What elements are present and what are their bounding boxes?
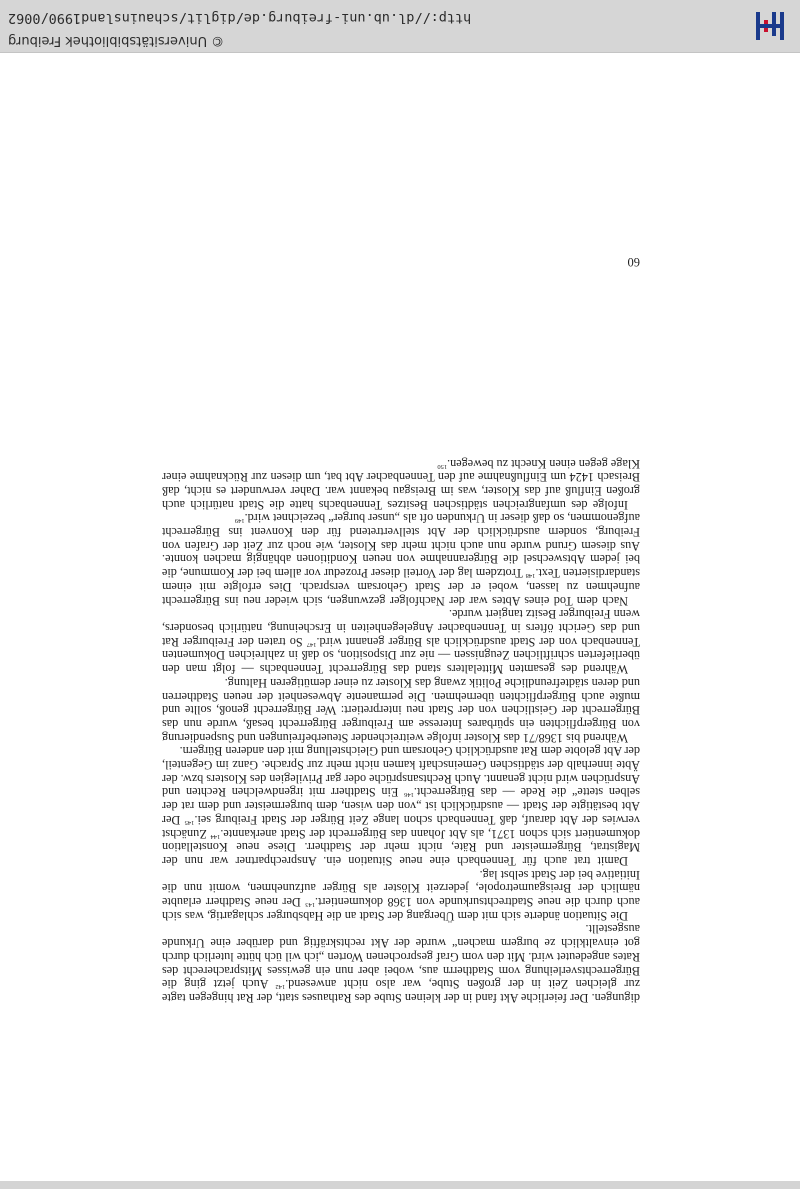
- footnote-marker: 143: [305, 901, 315, 909]
- text-segment: Trotzdem lag der Vorteil dieser Prozedur vor allem bei der Kommune, die bei jedem Abtswechsel die Bürgerannahme von neuen Konditionen abhängig machen konnte. Aus diesem Grund wurde nun auch nicht mehr das Kloster, wie noch zur Zeit der Grafen von Freiburg, sondern ausdrücklich der Abt stellvertretend für den Konvent ins Bürgerrecht aufgenommen, so daß dieser in Urkunden oft als „unser burger“ bezeichnet wird.: [162, 511, 640, 581]
- text-segment: Ein Stadtherr mit irgendwelchen Rechten und Ansprüchen wird nicht genannt. Auch Rechtsansprüche oder gar Privilegien des Klosters bzw. der Äbte innerhalb der städtischen Gemeinschaft kamen nicht mehr zur Sprache. Ganz im Gegenteil, der Abt gelobte dem Rat ausdrücklich Gehorsam und Gleichstellung mit den anderen Bürgern.: [162, 744, 640, 800]
- paragraph: [162, 922, 640, 1004]
- paragraph: [162, 675, 640, 744]
- paragraph: [162, 867, 640, 922]
- ub-freiburg-logo-icon[interactable]: [750, 6, 790, 46]
- copyright-symbol: ©: [211, 33, 225, 48]
- paragraph: [162, 744, 640, 867]
- text-segment: Zunächst verwies der Abt darauf, daß Tennenbach schon lange Zeit Bürger der Stadt Freiburg sei.: [162, 812, 640, 841]
- copyright-text: Universitätsbibliothek Freiburg: [8, 33, 208, 48]
- footnote-marker: 150: [437, 462, 448, 470]
- footnote-marker: 146: [404, 791, 414, 799]
- text-segment: Damit trat auch für Tennenbach eine neue Situation ein. Ansprechpartner war nun der Magistrat, Bürgermeister und Räte, nicht mehr der Stadtherr. Diese neue Konstellation dokumentiert sich schon 1371, als Abt Johann das Bürgerrecht der Stadt anerkannte.: [162, 826, 640, 868]
- text-segment: digungen. Der feierliche Akt fand in der kleinen Stube des Rathauses statt, der Rat hingegen tagte zur gleichen Zeit in der großen Stube, war also nicht anwesend.: [162, 977, 640, 1005]
- footnote-marker: 144: [210, 832, 221, 840]
- footnote-marker: 147: [306, 640, 317, 648]
- scanned-page: [162, 255, 640, 1005]
- text-segment: Während bis 1368/71 das Kloster infolge weitreichender Steuerbefreiungen und Suspendierung von Bürgerpflichten ein spürbares Interesse am Freiburger Bürgerrecht besaß, wurde nun das Bürgerrecht der Geistlichen von der Stadt neu interpretiert: Wer Bürgerrecht genoß, sollte und mußte auch Bürgerpflichten übernehmen. Die permanente Abwesenheit der neuen Stadtherren und deren städtefreundliche Politik zwang das Kloster zu einer demütigeren Haltung.: [162, 675, 640, 745]
- footer-copyright: [8, 33, 224, 48]
- footnote-marker: 149: [234, 517, 245, 525]
- footnote-marker: 145: [184, 818, 195, 826]
- page-number: 60: [627, 255, 640, 269]
- text-segment: Der Abt bestätigte der Stadt — ausdrücklich ist „von den wisen, dem burgermeister und dem rat der selben stette“ die Rede — das Bürgerrecht.: [162, 785, 640, 827]
- paragraph: [162, 511, 640, 607]
- text-segment: So traten der Freiburger Rat und das Gericht öfters in Tennenbacher Angelegenheiten in Erscheinung, natürlich besonders, wenn Freiburger Besitz tangiert wurde.: [162, 607, 640, 649]
- paragraph: [162, 607, 640, 676]
- text-segment: Die Situation änderte sich mit dem Übergang der Stadt an die Habsburger schlagartig, was sich auch durch die neue Stadtrechtsurkunde von 1368 dokumentiert.: [162, 895, 640, 923]
- footer-url-link[interactable]: http://dl.ub.uni-freiburg.de/diglit/schauinsland1990/0062: [8, 10, 472, 26]
- bottom-strip: [0, 1181, 800, 1189]
- text-segment: Infolge des umfangreichen städtischen Besitzes Tennenbachs hatte die Stadt natürlich auch großen Einfluß auf das Kloster, was im Breisgau bekannt war. Daher verwundert es nicht, daß Breisach 1424 um Einflußnahme auf den Tennenbacher Abt bat, um diesen zur Rücknahme einer Klage gegen einen Knecht zu bewegen.: [162, 456, 640, 512]
- text-segment: Auch jetzt ging die Bürgerrechtsverleihung vom Stadtherrn aus, wobei aber nun ein gewisses Mitspracherecht des Rates angedeutet wird. Mit den vom Graf gesprochenen Worten „ich wil üch hütte luterlich durch got einvaltklich ze burgern machen“ wurde der Akt rechtskräftig und darüber eine Urkunde ausgestellt.: [162, 922, 640, 992]
- footer-bar: [0, 0, 800, 53]
- body-text: [162, 456, 640, 1004]
- text-segment: Der neue Stadtherr erlaubte nämlich der Breisgaumetropole, jederzeit Klöster als Bürger aufzunehmen, womit nun die Initiative bei der Stadt selbst lag.: [162, 867, 640, 910]
- paragraph: [162, 456, 640, 511]
- footnote-marker: 142: [275, 983, 286, 991]
- text-segment: Nach dem Tod eines Abtes war der Nachfolger gezwungen, sich wieder neu ins Bürgerrecht aufnehmen zu lassen, wobei er der Stadt Gehorsam versprach. Dies erfolgte mit einem standardisierten Text.: [162, 566, 640, 608]
- text-segment: Während des gesamten Mittelalters stand das Bürgerrecht Tennenbachs — folgt man den überlieferten schriftlichen Zeugnissen — nie zur Disposition, so daß in zahlreichen Dokumenten Tennenbach von der Stadt ausdrücklich als Bürger genannt wird.: [162, 634, 640, 677]
- footnote-marker: 148: [525, 572, 536, 580]
